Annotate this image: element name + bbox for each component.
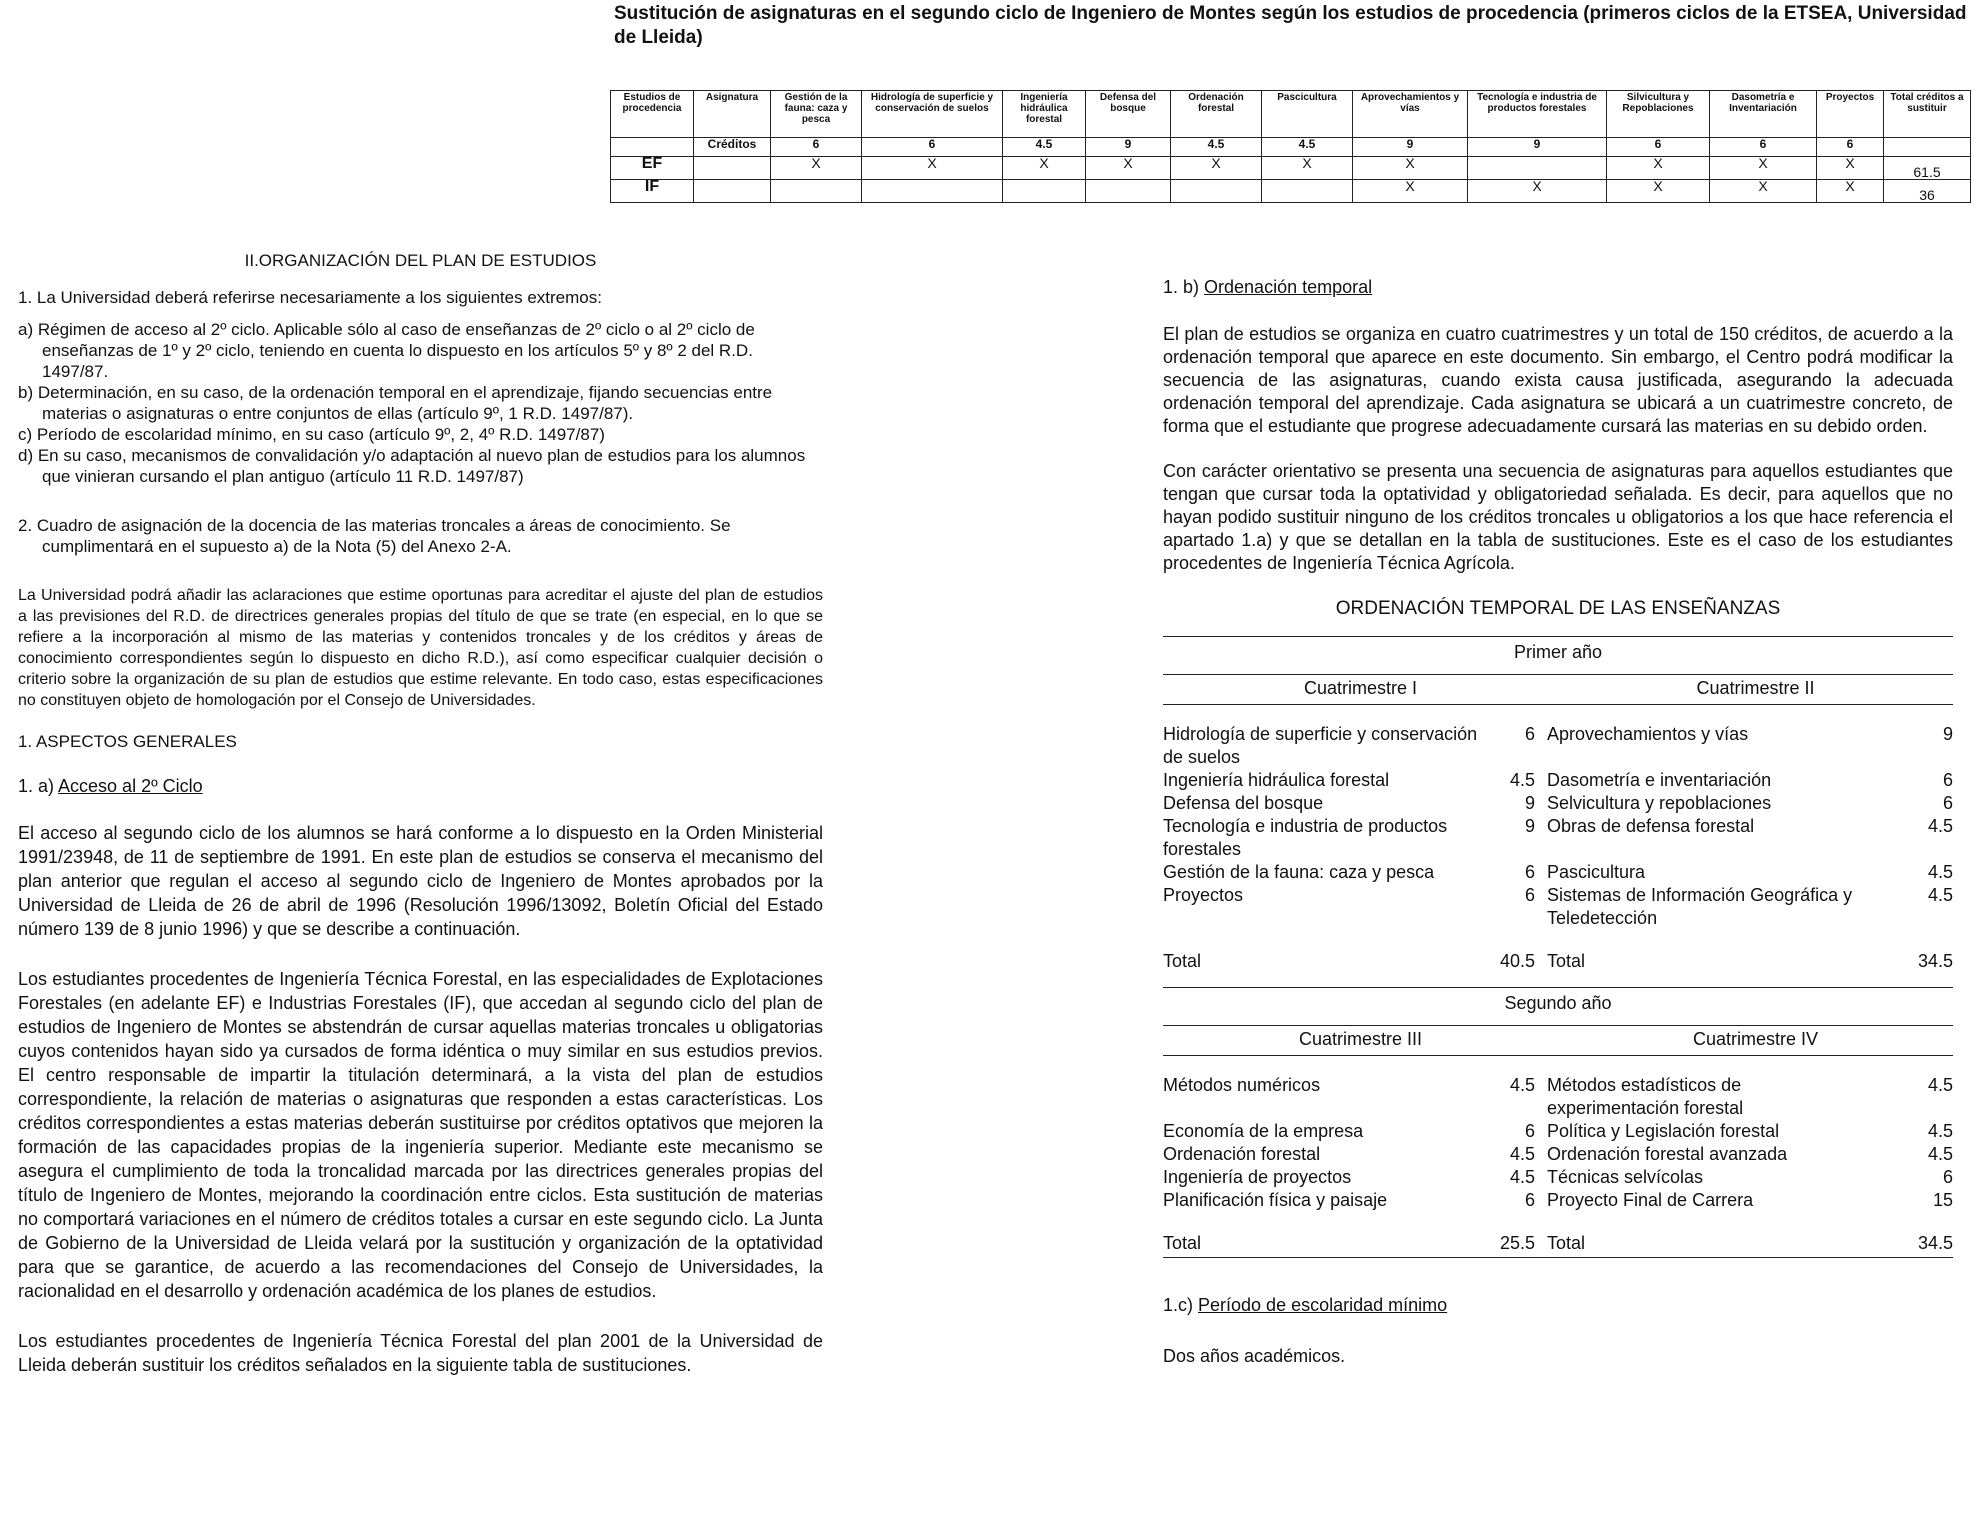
total-value: 34.5 <box>1917 1233 1953 1253</box>
course-credits: 6 <box>1524 1121 1535 1141</box>
year-1-block <box>1163 636 1953 973</box>
paragraph-plan: El plan de estudios se organiza en cuatro cuatrimestres y un total de 150 créditos, de acuerdo a la ordenación temporal que aparece en este documento. Sin embargo, el Centro podrá modificar la secuencia de las asignaturas, cuando exista causa justificada, asegurando la adecuada ordenación temporal del aprendizaje. Cada asignatura se ubicará a un cuatrimestre concreto, de forma que el estudiante que progrese adecuadamente cursará las materias en su debido orden. <box>1163 324 1953 436</box>
course-credits: 4.5 <box>1927 885 1953 905</box>
course-credits: 6 <box>1524 862 1535 882</box>
total-value: 25.5 <box>1499 1233 1535 1253</box>
mark-cell: X <box>1468 180 1607 203</box>
table-header: Silvicultura y Repoblaciones <box>1607 91 1710 138</box>
credit-cell: 6 <box>771 138 862 157</box>
credit-cell: 4.5 <box>1171 138 1262 157</box>
year-2-block <box>1163 987 1953 1258</box>
paragraph-acceso: El acceso al segundo ciclo de los alumnos se hará conforme a lo dispuesto en la Orden Ministerial 1991/23948, de 11 de septiembre de 1991. En este plan de estudios se conserva el mecanismo del plan anterior que regulan el acceso al segundo ciclo de Ingeniero de Montes aprobados por la Universidad de Lleida de 26 de abril de 1996 (Resolución 1996/13092, Boletín Oficial del Estado número 139 de 8 junio 1996) y que se describe a continuación. <box>18 823 823 939</box>
credit-cell: 6 <box>862 138 1003 157</box>
credit-cell: 6 <box>1817 138 1884 157</box>
mark-cell <box>1086 180 1171 203</box>
substitution-table <box>610 90 1971 203</box>
credit-cell: 9 <box>1086 138 1171 157</box>
mark-cell: X <box>1710 180 1817 203</box>
table-header: Ingeniería hidráulica forestal <box>1003 91 1086 138</box>
course-credits: 4.5 <box>1509 1167 1535 1187</box>
cuatrimestre-label: Cuatrimestre IV <box>1692 1029 1819 1049</box>
mark-cell: X <box>1817 157 1884 180</box>
table-header: Estudios de procedencia <box>611 91 694 138</box>
table-header: Asignatura <box>694 91 771 138</box>
total-value: 40.5 <box>1499 951 1535 971</box>
section-heading: II.ORGANIZACIÓN DEL PLAN DE ESTUDIOS <box>244 251 597 270</box>
course-credits: 6 <box>1524 724 1535 744</box>
course-name: Sistemas de Información Geográfica y Teledetección <box>1547 885 1853 928</box>
course-name: Planificación física y paisaje <box>1163 1190 1388 1210</box>
cuatrimestre-header <box>1163 1025 1953 1056</box>
mark-cell <box>1262 180 1353 203</box>
table-row-if <box>611 180 1971 203</box>
table-header: Proyectos <box>1817 91 1884 138</box>
mark-cell: X <box>1171 157 1262 180</box>
mark-cell: X <box>1353 157 1468 180</box>
mark-cell <box>862 180 1003 203</box>
course-grid <box>1163 1074 1953 1212</box>
course-credits: 4.5 <box>1927 862 1953 882</box>
table-header: Gestión de la fauna: caza y pesca <box>771 91 862 138</box>
course-credits: 6 <box>1524 885 1535 905</box>
course-name: Ingeniería hidráulica forestal <box>1163 770 1390 790</box>
course-name: Aprovechamientos y vías <box>1547 724 1749 744</box>
table-header: Aprovechamientos y vías <box>1353 91 1468 138</box>
list-item: c) Período de escolaridad mínimo, en su caso (artículo 9º, 2, 4º R.D. 1497/87) <box>18 425 605 444</box>
ordenacion-title: Ordenación temporal <box>1204 277 1373 297</box>
course-credits: 9 <box>1524 793 1535 813</box>
list-item: a) Régimen de acceso al 2º ciclo. Aplicable sólo al caso de enseñanzas de 2º ciclo o al 2º ciclo de enseñanzas de 1º y 2º ciclo, teniendo en cuenta lo dispuesto en los artículos 5º y 8º 2 del R.D. 1497/87. <box>18 320 755 381</box>
course-name: Proyecto Final de Carrera <box>1547 1190 1754 1210</box>
mark-cell <box>1003 180 1086 203</box>
total-row <box>1163 1232 1953 1258</box>
course-name: Economía de la empresa <box>1163 1121 1364 1141</box>
subheading-aspectos: 1. ASPECTOS GENERALES <box>18 732 237 751</box>
course-name: Selvicultura y repoblaciones <box>1547 793 1772 813</box>
course-name: Ordenación forestal <box>1163 1144 1321 1164</box>
course-name: Métodos estadísticos de experimentación forestal <box>1547 1075 1744 1118</box>
credits-label: Créditos <box>694 138 771 157</box>
paragraph-estudiantes: Los estudiantes procedentes de Ingeniería Técnica Forestal, en las especialidades de Explotaciones Forestales (en adelante EF) e Industrias Forestales (IF), que accedan al segundo ciclo del plan de estudios de Ingeniero de Montes se abstendrán de cursar aquellas materias troncales u obligatorias cuyos contenidos hayan sido ya cursados de forma idéntica o muy similar en sus estudios previos. El centro responsable de impartir la titulación determinará, a la vista del plan de estudios correspondiente, la relación de materias o asignaturas que responden a estas características. Los créditos correspondientes a estas materias deberán sustituirse por créditos optativos que mejoren la formación de las capacidades propias de la ingeniería superior. Mediante este mecanismo se asegura el cumplimiento de toda la troncalidad marcada por las directrices generales propias del título de Ingeniero de Montes, mejorando la coordinación entre ciclos. Esta sustitución de materias no comportará variaciones en el número de créditos totales a cursar en este segundo ciclo. La Junta de Gobierno de la Universidad de Lleida velará por la sustitución y organización de la optatividad para que se garantice, de acuerdo a las recomendaciones del Consejo de Universidades, la racionalidad en el desarrollo y ordenación académica de los planes de estudios. <box>18 969 823 1301</box>
course-credits: 4.5 <box>1927 1144 1953 1164</box>
mark-cell: X <box>1353 180 1468 203</box>
mark-cell: X <box>1003 157 1086 180</box>
course-credits: 9 <box>1524 816 1535 836</box>
mark-cell <box>771 180 862 203</box>
credit-cell: 9 <box>1468 138 1607 157</box>
course-name: Tecnología e industria de productos forestales <box>1163 816 1448 859</box>
cuatrimestre-header <box>1163 674 1953 705</box>
total-label: Total <box>1163 951 1202 971</box>
table-header: Pascicultura <box>1262 91 1353 138</box>
credits-row <box>611 138 1971 157</box>
course-name: Gestión de la fauna: caza y pesca <box>1163 862 1435 882</box>
course-credits: 4.5 <box>1927 1075 1953 1095</box>
year-label: Primer año <box>1513 642 1603 662</box>
course-credits: 4.5 <box>1509 770 1535 790</box>
total-value: 34.5 <box>1917 951 1953 971</box>
table-header: Total créditos a sustituir <box>1884 91 1971 138</box>
total-label: Total <box>1163 1233 1202 1253</box>
cuatrimestre-label: Cuatrimestre II <box>1696 678 1815 698</box>
cuatrimestre-label: Cuatrimestre I <box>1303 678 1418 698</box>
course-name: Hidrología de superficie y conservación de suelos <box>1163 724 1478 767</box>
mark-cell: X <box>1262 157 1353 180</box>
course-name: Pascicultura <box>1547 862 1646 882</box>
mark-cell <box>1468 157 1607 180</box>
periodo-title: Período de escolaridad mínimo <box>1198 1295 1448 1315</box>
course-name: Técnicas selvícolas <box>1547 1167 1704 1187</box>
acceso-title: Acceso al 2º Ciclo <box>58 776 203 796</box>
table-header: Tecnología e industria de productos forestales <box>1468 91 1607 138</box>
table-header: Defensa del bosque <box>1086 91 1171 138</box>
course-credits: 4.5 <box>1509 1144 1535 1164</box>
requirements-list <box>18 319 823 487</box>
course-credits: 6 <box>1942 770 1953 790</box>
paragraph-plan-2001: Los estudiantes procedentes de Ingeniería Técnica Forestal del plan 2001 de la Universidad de Lleida deberán sustituir los créditos señalados en la siguiente tabla de sustituciones. <box>18 1331 823 1375</box>
course-name: Defensa del bosque <box>1163 793 1324 813</box>
mark-cell: X <box>1086 157 1171 180</box>
course-name: Obras de defensa forestal <box>1547 816 1755 836</box>
table-header: Ordenación forestal <box>1171 91 1262 138</box>
subheading-acceso: 1. a) Acceso al 2º Ciclo <box>18 776 203 796</box>
cuatrimestre-label: Cuatrimestre III <box>1298 1029 1423 1049</box>
left-column <box>18 250 823 1403</box>
course-credits: 6 <box>1942 793 1953 813</box>
table-header: Dasometría e Inventariación <box>1710 91 1817 138</box>
course-credits: 4.5 <box>1927 816 1953 836</box>
right-column <box>1163 276 1953 1368</box>
course-name: Política y Legislación forestal <box>1547 1121 1780 1141</box>
course-name: Proyectos <box>1163 885 1244 905</box>
course-credits: 4.5 <box>1509 1075 1535 1095</box>
row-label: EF <box>611 157 694 180</box>
table-row-ef <box>611 157 1971 180</box>
paragraph-orientativo: Con carácter orientativo se presenta una secuencia de asignaturas para aquellos estudiantes que tengan que cursar toda la optatividad y obligatoriedad señalada. Es decir, para aquellos que no hayan podido sustituir ninguno de los créditos troncales u obligatorios a los que hace referencia el apartado 1.a) y que se detallan en la tabla de sustituciones. Este es el caso de los estudiantes procedentes de Ingeniería Técnica Agrícola. <box>1163 461 1953 573</box>
row-label: IF <box>611 180 694 203</box>
list-intro: 1. La Universidad deberá referirse necesariamente a los siguientes extremos: <box>18 288 602 307</box>
course-name: Dasometría e inventariación <box>1547 770 1772 790</box>
credit-cell: 4.5 <box>1262 138 1353 157</box>
list-item: d) En su caso, mecanismos de convalidación y/o adaptación al nuevo plan de estudios para los alumnos que vinieran cursando el plan antiguo (artículo 11 R.D. 1497/87) <box>18 446 806 486</box>
list-item: 2. Cuadro de asignación de la docencia de las materias troncales a áreas de conocimiento. Se cumplimentará en el supuesto a) de la Nota (5) del Anexo 2-A. <box>18 516 731 556</box>
credit-cell: 6 <box>1710 138 1817 157</box>
course-credits: 6 <box>1524 1190 1535 1210</box>
mark-cell <box>1171 180 1262 203</box>
course-name: Métodos numéricos <box>1163 1075 1321 1095</box>
course-credits: 6 <box>1942 1167 1953 1187</box>
total-cell: 61.5 <box>1884 157 1971 180</box>
total-label: Total <box>1547 1233 1586 1253</box>
total-cell: 36 <box>1884 180 1971 203</box>
course-credits: 15 <box>1932 1190 1953 1210</box>
total-label: Total <box>1547 951 1586 971</box>
mark-cell: X <box>1710 157 1817 180</box>
table-header-row <box>611 91 1971 138</box>
subheading-ordenacion: 1. b) Ordenación temporal <box>1163 277 1373 297</box>
ordenacion-heading: ORDENACIÓN TEMPORAL DE LAS ENSEÑANZAS <box>1335 598 1781 619</box>
mark-cell: X <box>1817 180 1884 203</box>
mark-cell: X <box>862 157 1003 180</box>
credit-cell: 9 <box>1353 138 1468 157</box>
document-title: Sustitución de asignaturas en el segundo ciclo de Ingeniero de Montes según los estudios de procedencia (primeros ciclos de la ETSEA, Universidad de Lleida) <box>614 3 1967 48</box>
course-name: Ordenación forestal avanzada <box>1547 1144 1788 1164</box>
list-item: b) Determinación, en su caso, de la ordenación temporal en el aprendizaje, fijando secuencias entre materias o asignaturas o entre conjuntos de ellas (artículo 9º, 1 R.D. 1497/87). <box>18 383 773 423</box>
paragraph-universidad: La Universidad podrá añadir las aclaraciones que estime oportunas para acreditar el ajuste del plan de estudios a las previsiones del R.D. de directrices generales propias del título de que se trate (en especial, en lo que se refiere a la incorporación al mismo de las materias y contenidos troncales y de los créditos y áreas de conocimiento correspondientes según lo dispuesto en dicho R.D.), así como especificar cualquier decisión o criterio sobre la organización de su plan de estudios que estime relevante. En todo caso, estas especificaciones no constituyen objeto de homologación por el Consejo de Universidades. <box>18 587 823 709</box>
periodo-text: Dos años académicos. <box>1163 1346 1346 1366</box>
mark-cell: X <box>1607 157 1710 180</box>
course-name: Ingeniería de proyectos <box>1163 1167 1352 1187</box>
table-header: Hidrología de superficie y conservación de suelos <box>862 91 1003 138</box>
course-grid <box>1163 723 1953 930</box>
course-credits: 9 <box>1942 724 1953 744</box>
mark-cell: X <box>1607 180 1710 203</box>
year-label: Segundo año <box>1504 993 1612 1013</box>
subheading-periodo: 1.c) Período de escolaridad mínimo <box>1163 1295 1448 1315</box>
course-credits: 4.5 <box>1927 1121 1953 1141</box>
mark-cell: X <box>771 157 862 180</box>
credit-cell: 6 <box>1607 138 1710 157</box>
credit-cell: 4.5 <box>1003 138 1086 157</box>
total-row <box>1163 950 1953 973</box>
